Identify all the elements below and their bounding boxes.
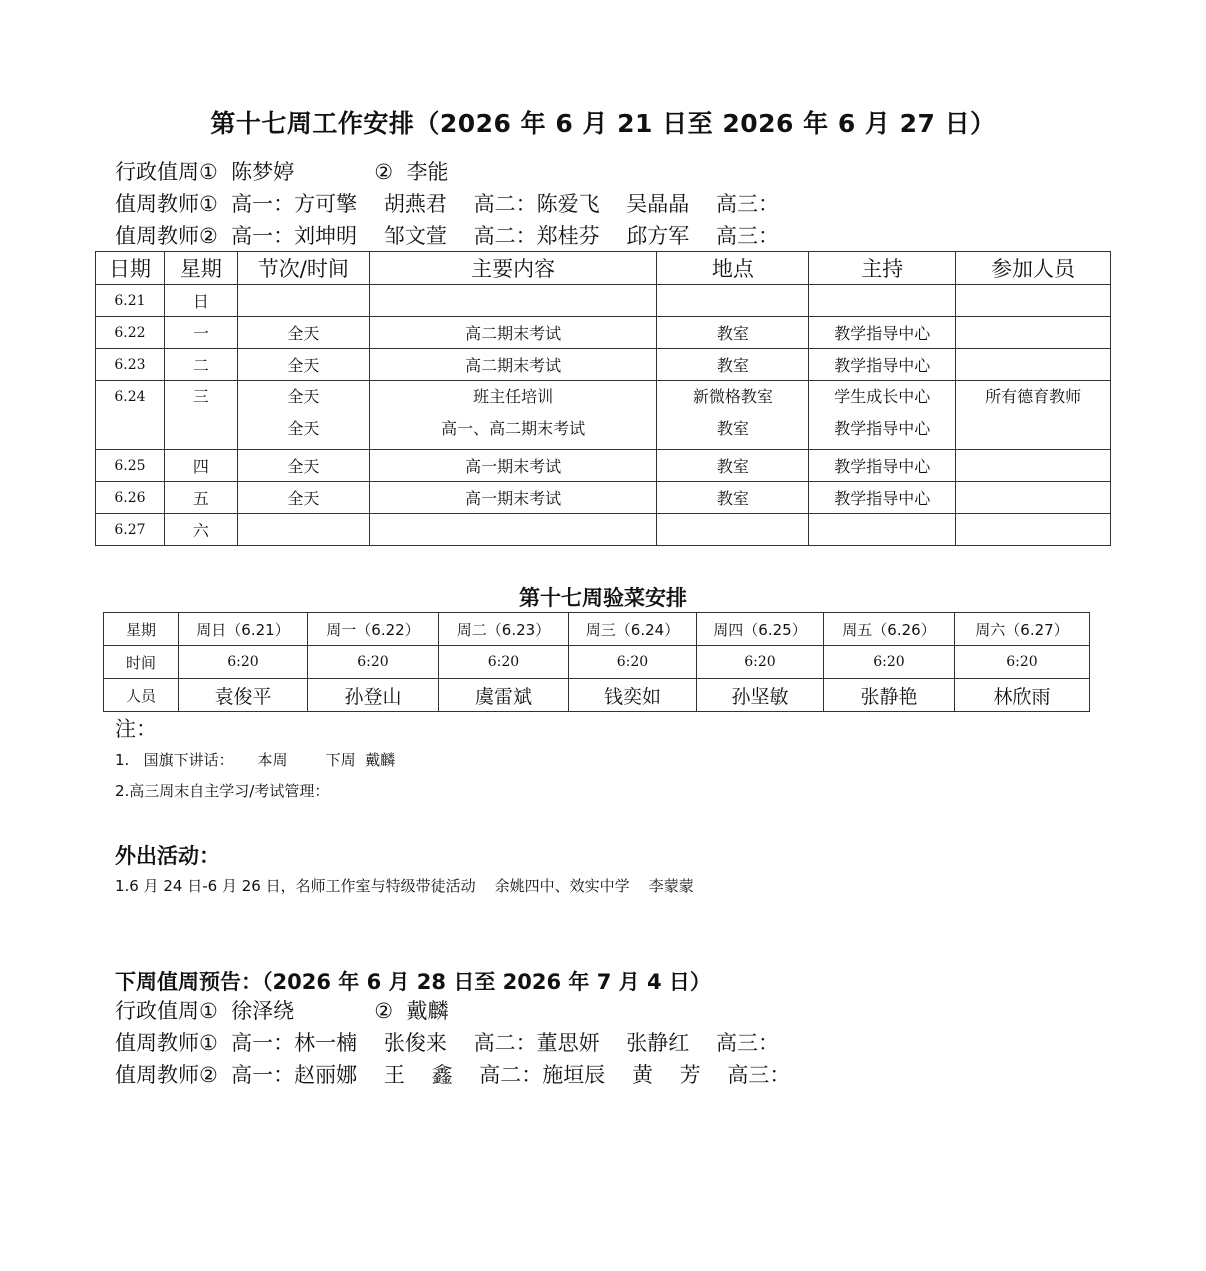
- outing-item-1: 1.6 月 24 日-6 月 26 日，名师工作室与特级带徒活动 余姚四中、效实中学 李蒙蒙: [115, 877, 694, 895]
- cell-participants: [956, 482, 1111, 514]
- note-item-1: 1. 国旗下讲话： 本周 下周 戴麟: [115, 751, 396, 769]
- cell-host-line-1: 学生成长中心: [834, 387, 931, 406]
- veg-table: [103, 612, 1090, 712]
- cell-weekday: 日: [164, 285, 237, 317]
- cell-time: [237, 285, 369, 317]
- cell-place: [657, 514, 809, 546]
- teacher-duty-line-1: 值周教师① 高一：方可擎 胡燕君 高二：陈爱飞 吴晶晶 高三：: [115, 192, 779, 216]
- cell-date-value: 6.24: [114, 389, 146, 405]
- cell-host: [809, 285, 956, 317]
- cell-place: 教室: [657, 482, 809, 514]
- cell-time: [237, 381, 369, 450]
- cell-weekday: 五: [164, 482, 237, 514]
- teacher-duty-line-2: 值周教师② 高一：刘坤明 邹文萱 高二：郑桂芬 邱方军 高三：: [115, 224, 779, 248]
- cell-content-line-1: 班主任培训: [473, 387, 554, 406]
- header-content: 主要内容: [369, 252, 657, 285]
- cell-time: 全天: [237, 482, 369, 514]
- cell-place-line-2: 教室: [716, 419, 749, 438]
- cell-date: 6.23: [96, 349, 165, 381]
- header-place: 地点: [657, 252, 809, 285]
- cell-host-line-2: 教学指导中心: [834, 419, 931, 438]
- cell-place: 教室: [657, 349, 809, 381]
- veg-row-label: 人员: [104, 679, 179, 712]
- cell-host: [809, 381, 956, 450]
- outing-heading: 外出活动：: [115, 844, 220, 868]
- veg-day: 周四（6.25）: [697, 613, 824, 646]
- veg-person: 袁俊平: [179, 679, 308, 712]
- veg-day: 周三（6.24）: [569, 613, 697, 646]
- admin-duty-line: 行政值周① 陈梦婷 ② 李能: [115, 160, 449, 184]
- veg-day: 周五（6.26）: [824, 613, 955, 646]
- cell-content: [369, 381, 657, 450]
- cell-place: [657, 285, 809, 317]
- cell-participants: [956, 514, 1111, 546]
- cell-weekday: [164, 381, 237, 450]
- cell-time: 全天: [237, 450, 369, 482]
- table-row: [96, 285, 1111, 317]
- veg-row-weekday: [104, 613, 1090, 646]
- header-weekday: 星期: [164, 252, 237, 285]
- cell-participants: [956, 450, 1111, 482]
- cell-participants-line-1: 所有德育教师: [985, 387, 1082, 406]
- cell-date: 6.22: [96, 317, 165, 349]
- cell-weekday: 二: [164, 349, 237, 381]
- cell-place: 教室: [657, 317, 809, 349]
- header-time: 节次/时间: [237, 252, 369, 285]
- veg-day: 周二（6.23）: [439, 613, 569, 646]
- cell-time: 全天: [237, 349, 369, 381]
- cell-time-line-1: 全天: [287, 387, 320, 406]
- veg-person: 虞雷斌: [439, 679, 569, 712]
- veg-person: 孙坚敏: [697, 679, 824, 712]
- next-teacher-duty-line-1: 值周教师① 高一：林一楠 张俊来 高二：董思妍 张静红 高三：: [115, 1031, 779, 1055]
- veg-day: 周一（6.22）: [308, 613, 439, 646]
- header-participants: 参加人员: [956, 252, 1111, 285]
- veg-person: 林欣雨: [955, 679, 1090, 712]
- schedule-header-row: [96, 252, 1111, 285]
- veg-section-title: 第十七周验菜安排: [519, 586, 687, 610]
- cell-participants: [956, 285, 1111, 317]
- veg-day: 周日（6.21）: [179, 613, 308, 646]
- veg-person: 钱奕如: [569, 679, 697, 712]
- header-host: 主持: [809, 252, 956, 285]
- next-admin-duty-line: 行政值周① 徐泽绕 ② 戴麟: [115, 999, 449, 1023]
- cell-host: 教学指导中心: [809, 317, 956, 349]
- cell-content: 高一期末考试: [369, 450, 657, 482]
- cell-time-line-2: 全天: [287, 419, 320, 438]
- table-row: [96, 482, 1111, 514]
- note-item-2: 2.高三周末自主学习/考试管理：: [115, 782, 330, 800]
- cell-content: 高二期末考试: [369, 349, 657, 381]
- veg-time: 6:20: [697, 646, 824, 679]
- cell-content: [369, 514, 657, 546]
- cell-participants: [956, 349, 1111, 381]
- veg-time: 6:20: [179, 646, 308, 679]
- notes-heading: 注：: [115, 717, 157, 741]
- schedule-table: [95, 251, 1111, 546]
- veg-time: 6:20: [824, 646, 955, 679]
- cell-place: 教室: [657, 450, 809, 482]
- veg-time: 6:20: [569, 646, 697, 679]
- veg-row-label: 星期: [104, 613, 179, 646]
- table-row: [96, 381, 1111, 450]
- next-teacher-duty-line-2: 值周教师② 高一：赵丽娜 王 鑫 高二：施垣辰 黄 芳 高三：: [115, 1063, 791, 1087]
- table-row: [96, 317, 1111, 349]
- veg-person: 张静艳: [824, 679, 955, 712]
- veg-day: 周六（6.27）: [955, 613, 1090, 646]
- cell-participants: [956, 317, 1111, 349]
- veg-time: 6:20: [955, 646, 1090, 679]
- table-row: [96, 514, 1111, 546]
- cell-host: [809, 514, 956, 546]
- veg-row-label: 时间: [104, 646, 179, 679]
- cell-weekday: 四: [164, 450, 237, 482]
- cell-host: 教学指导中心: [809, 450, 956, 482]
- cell-content-line-2: 高一、高二期末考试: [441, 419, 586, 438]
- cell-host: 教学指导中心: [809, 349, 956, 381]
- table-row: [96, 349, 1111, 381]
- cell-content: 高一期末考试: [369, 482, 657, 514]
- page-title: 第十七周工作安排（2026 年 6 月 21 日至 2026 年 6 月 27 日）: [210, 109, 996, 138]
- header-date: 日期: [96, 252, 165, 285]
- cell-date: 6.25: [96, 450, 165, 482]
- cell-date: 6.21: [96, 285, 165, 317]
- cell-host: 教学指导中心: [809, 482, 956, 514]
- cell-content: 高二期末考试: [369, 317, 657, 349]
- cell-participants: [956, 381, 1111, 450]
- cell-date: 6.26: [96, 482, 165, 514]
- cell-weekday: 一: [164, 317, 237, 349]
- cell-time: [237, 514, 369, 546]
- table-row: [96, 450, 1111, 482]
- cell-place: [657, 381, 809, 450]
- veg-time: 6:20: [308, 646, 439, 679]
- veg-row-person: [104, 679, 1090, 712]
- cell-weekday-value: 三: [192, 387, 209, 406]
- cell-time: 全天: [237, 317, 369, 349]
- cell-content: [369, 285, 657, 317]
- veg-person: 孙登山: [308, 679, 439, 712]
- next-week-heading: 下周值周预告：（2026 年 6 月 28 日至 2026 年 7 月 4 日）: [115, 970, 711, 994]
- cell-date: [96, 381, 165, 450]
- cell-weekday: 六: [164, 514, 237, 546]
- cell-date: 6.27: [96, 514, 165, 546]
- veg-time: 6:20: [439, 646, 569, 679]
- veg-row-time: [104, 646, 1090, 679]
- cell-place-line-1: 新微格教室: [692, 387, 773, 406]
